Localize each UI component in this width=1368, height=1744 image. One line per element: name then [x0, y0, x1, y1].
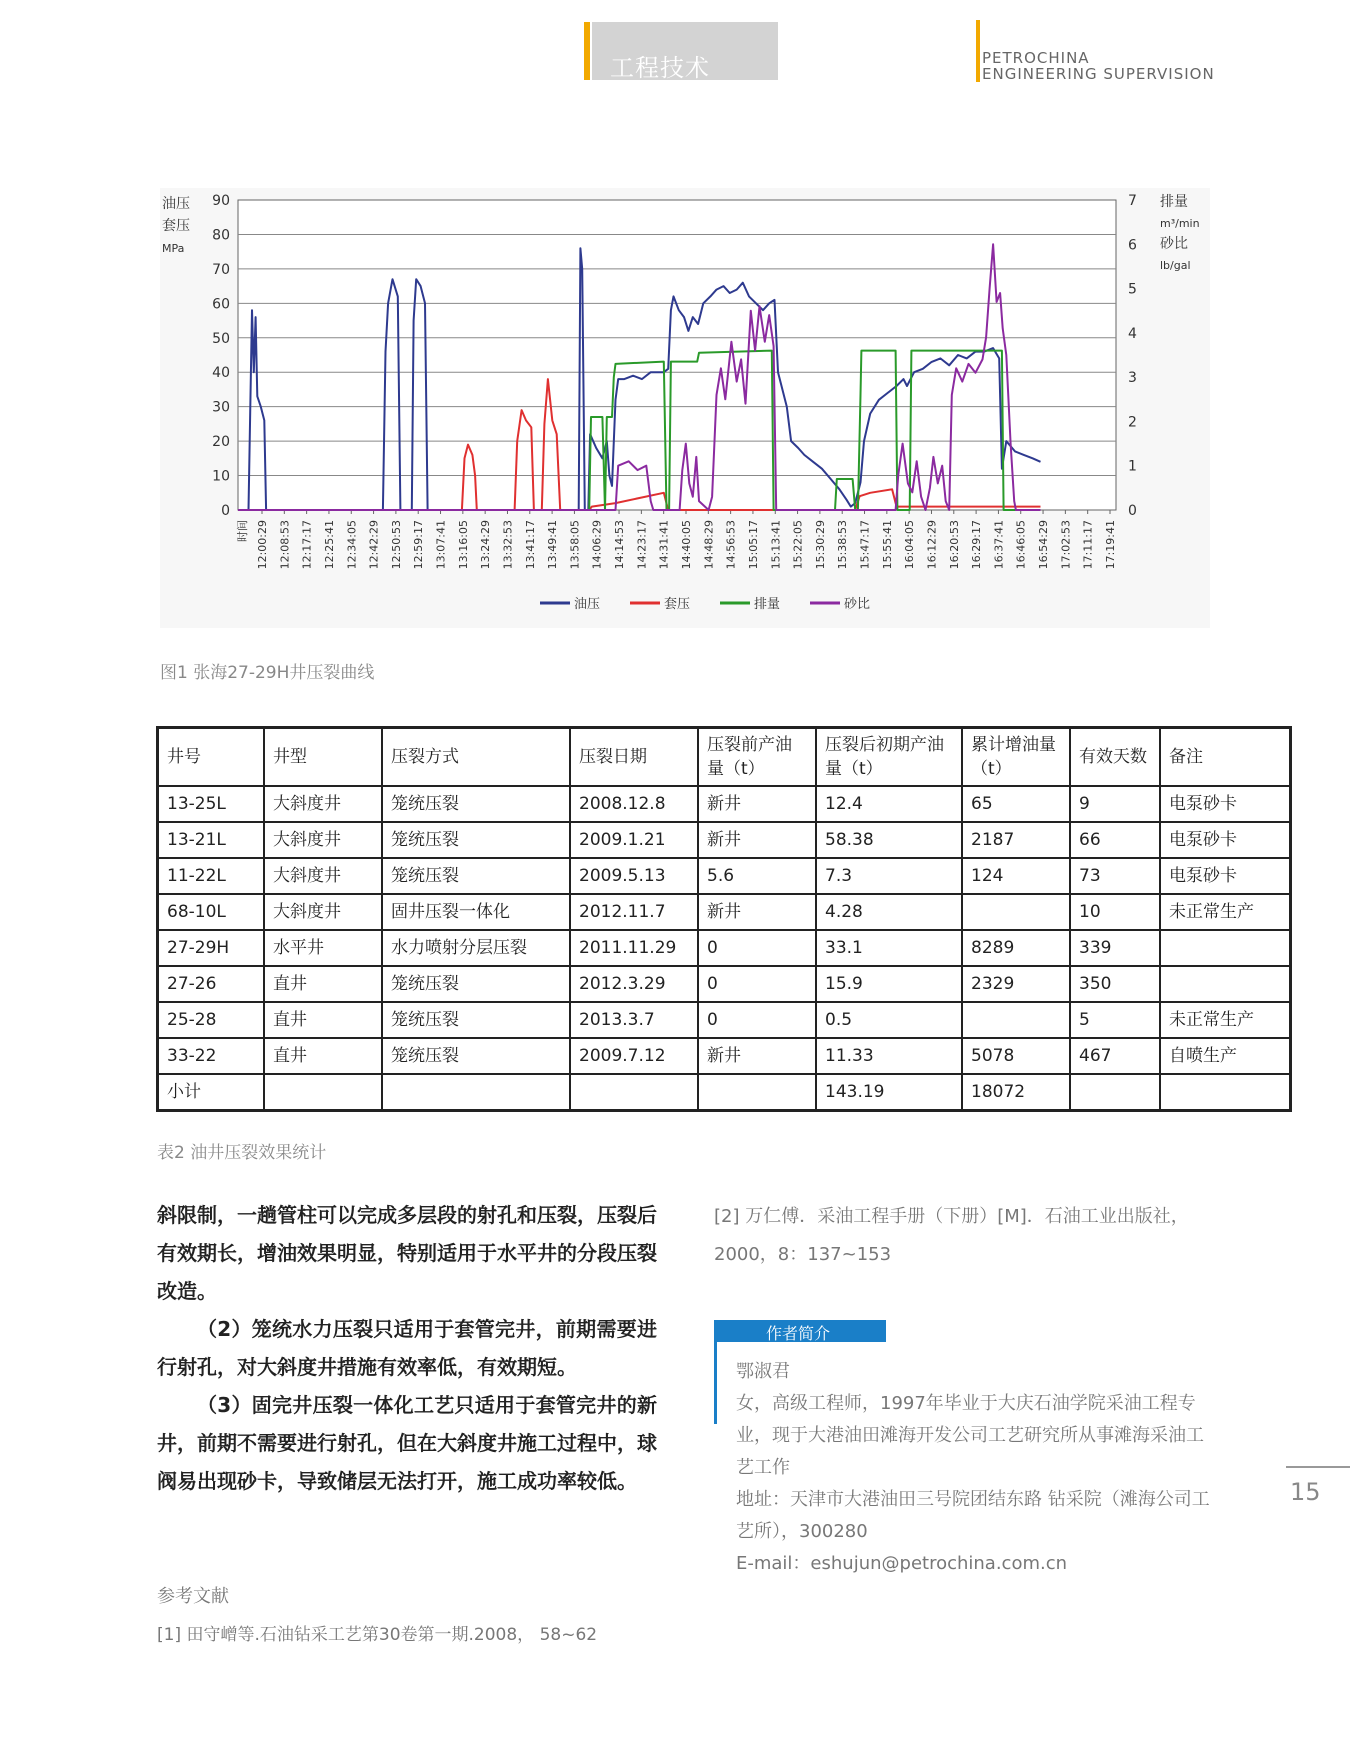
- x-tick-label: 15:13:41: [769, 520, 783, 570]
- table-cell: 33-22: [158, 1038, 265, 1074]
- x-tick-label: 13:49:41: [546, 520, 560, 570]
- left-axis-label: 套压: [162, 218, 190, 234]
- paragraph-1: 斜限制，一趟管柱可以完成多层段的射孔和压裂，压裂后有效期长，增油效果明显，特别适用于水平井的分段压裂改造。: [157, 1203, 657, 1303]
- figure-caption: 图1 张海27-29H井压裂曲线: [160, 663, 375, 683]
- x-tick-label: 16:12:29: [925, 520, 939, 570]
- table-cell: [570, 1074, 698, 1111]
- table-cell: 直井: [264, 1038, 382, 1074]
- table-cell: 2009.5.13: [570, 858, 698, 894]
- author-name: 鄂淑君: [736, 1361, 790, 1382]
- x-tick-label: 13:32:53: [501, 520, 515, 570]
- table-cell: 笼统压裂: [382, 822, 570, 858]
- x-tick-label: 16:04:05: [903, 520, 917, 570]
- x-tick-label: 15:38:53: [836, 520, 850, 570]
- table-cell: 68-10L: [158, 894, 265, 930]
- table-cell: 2329: [962, 966, 1070, 1002]
- x-tick-label: 16:37:41: [992, 520, 1006, 570]
- table-cell: 电泵砂卡: [1160, 858, 1291, 894]
- table-header-cell: 备注: [1160, 728, 1291, 787]
- x-tick-label: 13:41:17: [523, 520, 537, 570]
- table-cell: 0: [698, 930, 816, 966]
- table-header-cell: 压裂后初期产油量（t）: [816, 728, 962, 787]
- table-cell: 2008.12.8: [570, 786, 698, 822]
- table-cell: 未正常生产: [1160, 894, 1291, 930]
- left-tick-label: 0: [221, 503, 230, 519]
- legend-label: 油压: [574, 597, 601, 612]
- x-tick-label: 14:48:29: [702, 520, 716, 570]
- legend-label: 砂比: [844, 597, 871, 612]
- table-cell: 电泵砂卡: [1160, 786, 1291, 822]
- left-tick-label: 50: [212, 330, 230, 347]
- fracturing-curve-chart: [160, 188, 1210, 628]
- author-bio: 女，高级工程师，1997年毕业于大庆石油学院采油工程专业，现于大港油田滩海开发公司工艺研究所从事滩海采油工艺工作: [736, 1393, 1204, 1478]
- section-tab: [592, 22, 778, 80]
- table-row: [158, 822, 1291, 858]
- table-cell: [698, 1074, 816, 1111]
- table-cell: 直井: [264, 966, 382, 1002]
- table-cell: 水力喷射分层压裂: [382, 930, 570, 966]
- table-cell: 未正常生产: [1160, 1002, 1291, 1038]
- table-cell: 大斜度井: [264, 858, 382, 894]
- table-cell: 5.6: [698, 858, 816, 894]
- table-header-cell: 有效天数: [1070, 728, 1160, 787]
- right-axis-label: 排量: [1160, 194, 1188, 210]
- page-number-rule: [1286, 1466, 1350, 1468]
- table-cell: 350: [1070, 966, 1160, 1002]
- author-info: [736, 1356, 1216, 1580]
- table-header-cell: 井型: [264, 728, 382, 787]
- x-tick-label: 14:06:29: [590, 520, 604, 570]
- right-tick-label: 5: [1128, 281, 1137, 298]
- reference-2: [2] 万仁傅．采油工程手册（下册）[M]．石油工业出版社，2000，8：137~153: [714, 1206, 1189, 1265]
- author-address: 地址：天津市大港油田三号院团结东路 钻采院（滩海公司工艺所），300280: [736, 1489, 1210, 1542]
- x-tick-label: 12:08:53: [278, 520, 292, 570]
- x-tick-label: 14:14:53: [613, 520, 627, 570]
- x-tick-label: 17:02:53: [1059, 520, 1073, 570]
- x-tick-label: 16:29:17: [970, 520, 984, 570]
- table-cell: 2011.11.29: [570, 930, 698, 966]
- journal-name: [982, 50, 1215, 82]
- table-header-cell: 压裂前产油量（t）: [698, 728, 816, 787]
- table-cell: 18072: [962, 1074, 1070, 1111]
- table-header-cell: 累计增油量（t）: [962, 728, 1070, 787]
- table-cell: 13-25L: [158, 786, 265, 822]
- table-row: [158, 966, 1291, 1002]
- table-cell: 固井压裂一体化: [382, 894, 570, 930]
- x-tick-label: 14:56:53: [724, 520, 738, 570]
- table-cell: [264, 1074, 382, 1111]
- table-cell: [962, 894, 1070, 930]
- x-tick-label: 15:22:05: [791, 520, 805, 570]
- header-accent-bar: [584, 22, 590, 80]
- table-cell: 15.9: [816, 966, 962, 1002]
- left-axis-label: 油压: [162, 196, 190, 212]
- table-cell: 0: [698, 1002, 816, 1038]
- legend-label: 套压: [664, 597, 691, 612]
- table-cell: 新井: [698, 822, 816, 858]
- x-tick-label: 13:16:05: [456, 520, 470, 570]
- x-tick-label: 13:58:05: [568, 520, 582, 570]
- references-title: 参考文献: [157, 1586, 229, 1607]
- x-tick-label: 16:20:53: [947, 520, 961, 570]
- table-cell: 大斜度井: [264, 894, 382, 930]
- x-tick-label: 15:55:41: [880, 520, 894, 570]
- right-tick-label: 7: [1128, 193, 1137, 209]
- table-cell: 电泵砂卡: [1160, 822, 1291, 858]
- table-cell: 33.1: [816, 930, 962, 966]
- table-cell: 2012.11.7: [570, 894, 698, 930]
- right-axis-label: m³/min: [1160, 217, 1200, 230]
- table-row: [158, 1038, 1291, 1074]
- table-cell: 143.19: [816, 1074, 962, 1111]
- table-cell: 笼统压裂: [382, 858, 570, 894]
- right-tick-label: 0: [1128, 503, 1137, 519]
- table-cell: 笼统压裂: [382, 966, 570, 1002]
- table-cell: 5: [1070, 1002, 1160, 1038]
- right-tick-label: 4: [1128, 325, 1137, 342]
- table-cell: 新井: [698, 1038, 816, 1074]
- table-cell: 大斜度井: [264, 786, 382, 822]
- left-tick-label: 10: [212, 468, 230, 485]
- table-header-cell: 压裂日期: [570, 728, 698, 787]
- x-tick-label: 14:23:17: [635, 520, 649, 570]
- table-cell: 124: [962, 858, 1070, 894]
- table-cell: 5078: [962, 1038, 1070, 1074]
- table-caption: 表2 油井压裂效果统计: [157, 1143, 327, 1163]
- journal-name-line2: ENGINEERING SUPERVISION: [982, 65, 1215, 83]
- right-axis-label: 砂比: [1160, 236, 1188, 252]
- table-cell: 25-28: [158, 1002, 265, 1038]
- author-email: E-mail：eshujun@petrochina.com.cn: [736, 1553, 1068, 1574]
- right-tick-label: 1: [1128, 458, 1137, 475]
- left-axis-label: MPa: [162, 242, 185, 255]
- table-cell: 12.4: [816, 786, 962, 822]
- table-cell: 8289: [962, 930, 1070, 966]
- table-cell: 27-26: [158, 966, 265, 1002]
- table-cell: [382, 1074, 570, 1111]
- table-cell: 小计: [158, 1074, 265, 1111]
- fracturing-effect-table: [156, 726, 1292, 1112]
- table-cell: [962, 1002, 1070, 1038]
- x-tick-label: 12:00:29: [256, 520, 269, 570]
- x-tick-label: 12:25:41: [322, 520, 336, 570]
- table-cell: 水平井: [264, 930, 382, 966]
- x-tick-label: 15:30:29: [813, 520, 827, 570]
- table-cell: 新井: [698, 786, 816, 822]
- left-tick-label: 30: [212, 399, 230, 416]
- table-cell: [1070, 1074, 1160, 1111]
- plot-area: [238, 200, 1116, 510]
- table-cell: 4.28: [816, 894, 962, 930]
- table-cell: 0: [698, 966, 816, 1002]
- table-row: [158, 858, 1291, 894]
- left-tick-label: 60: [212, 296, 230, 313]
- table-row: [158, 786, 1291, 822]
- table-cell: 0.5: [816, 1002, 962, 1038]
- table-cell: 13-21L: [158, 822, 265, 858]
- left-tick-label: 70: [212, 261, 230, 278]
- x-tick-label: 16:46:05: [1014, 520, 1028, 570]
- x-tick-label: 12:50:53: [389, 520, 403, 570]
- table-cell: 2013.3.7: [570, 1002, 698, 1038]
- table-row: [158, 930, 1291, 966]
- table-row: [158, 1074, 1291, 1111]
- right-tick-label: 2: [1128, 414, 1137, 431]
- page-number: 15: [1290, 1478, 1321, 1506]
- table-cell: 大斜度井: [264, 822, 382, 858]
- right-tick-label: 6: [1128, 237, 1137, 254]
- table-cell: [1160, 1074, 1291, 1111]
- table-cell: 339: [1070, 930, 1160, 966]
- table-header-row: [158, 728, 1291, 787]
- table-header-cell: 压裂方式: [382, 728, 570, 787]
- table-cell: [1160, 966, 1291, 1002]
- journal-name-line1: PETROCHINA: [982, 49, 1090, 67]
- right-axis-label: lb/gal: [1160, 259, 1191, 272]
- reference-1: [1] 田守嶒等.石油钻采工艺第30卷第一期.2008， 58~62: [157, 1625, 598, 1645]
- x-axis-title: 时间: [236, 520, 249, 542]
- body-text: [157, 1196, 657, 1500]
- table-cell: 27-29H: [158, 930, 265, 966]
- x-tick-label: 14:31:41: [657, 520, 671, 570]
- table-cell: 11.33: [816, 1038, 962, 1074]
- x-tick-label: 12:34:05: [345, 520, 359, 570]
- table-cell: [1160, 930, 1291, 966]
- table-cell: 2012.3.29: [570, 966, 698, 1002]
- x-tick-label: 14:40:05: [680, 520, 693, 570]
- legend-label: 排量: [754, 597, 781, 612]
- left-tick-label: 90: [212, 193, 230, 209]
- right-tick-label: 3: [1128, 370, 1137, 387]
- table-cell: 直井: [264, 1002, 382, 1038]
- left-tick-label: 80: [212, 227, 230, 244]
- table-cell: 笼统压裂: [382, 1038, 570, 1074]
- x-tick-label: 12:42:29: [367, 520, 381, 570]
- table-cell: 笼统压裂: [382, 1002, 570, 1038]
- table-cell: 笼统压裂: [382, 786, 570, 822]
- x-tick-label: 12:59:17: [412, 520, 426, 570]
- table-header-cell: 井号: [158, 728, 265, 787]
- table-cell: 11-22L: [158, 858, 265, 894]
- x-tick-label: 17:19:41: [1104, 520, 1117, 570]
- x-tick-label: 16:54:29: [1037, 520, 1051, 570]
- table-cell: 新井: [698, 894, 816, 930]
- author-box-title: 作者简介: [766, 1324, 831, 1343]
- table-cell: 10: [1070, 894, 1160, 930]
- table-row: [158, 894, 1291, 930]
- table-cell: 7.3: [816, 858, 962, 894]
- x-tick-label: 15:47:17: [858, 520, 872, 570]
- left-tick-label: 20: [212, 434, 230, 451]
- header-accent-bar-right: [976, 20, 980, 82]
- table-cell: 2009.7.12: [570, 1038, 698, 1074]
- section-title: 工程技术: [610, 54, 710, 82]
- author-box-header: [714, 1320, 886, 1342]
- x-tick-label: 13:24:29: [479, 520, 493, 570]
- table-cell: 66: [1070, 822, 1160, 858]
- x-tick-label: 15:05:17: [746, 520, 760, 570]
- table-cell: 自喷生产: [1160, 1038, 1291, 1074]
- table-cell: 2009.1.21: [570, 822, 698, 858]
- paragraph-3: （3）固完井压裂一体化工艺只适用于套管完井的新井，前期不需要进行射孔，但在大斜度井施工过程中，球阀易出现砂卡，导致储层无法打开，施工成功率较低。: [157, 1393, 657, 1493]
- table-cell: 9: [1070, 786, 1160, 822]
- paragraph-2: （2）笼统水力压裂只适用于套管完井，前期需要进行射孔，对大斜度井措施有效率低，有效期短。: [157, 1317, 657, 1379]
- x-tick-label: 13:07:41: [434, 520, 448, 570]
- table-cell: 58.38: [816, 822, 962, 858]
- table-row: [158, 1002, 1291, 1038]
- table-cell: 65: [962, 786, 1070, 822]
- x-tick-label: 12:17:17: [300, 520, 314, 570]
- table-cell: 73: [1070, 858, 1160, 894]
- table-cell: 2187: [962, 822, 1070, 858]
- left-tick-label: 40: [212, 365, 230, 382]
- table-cell: 467: [1070, 1038, 1160, 1074]
- x-tick-label: 17:11:17: [1081, 520, 1095, 570]
